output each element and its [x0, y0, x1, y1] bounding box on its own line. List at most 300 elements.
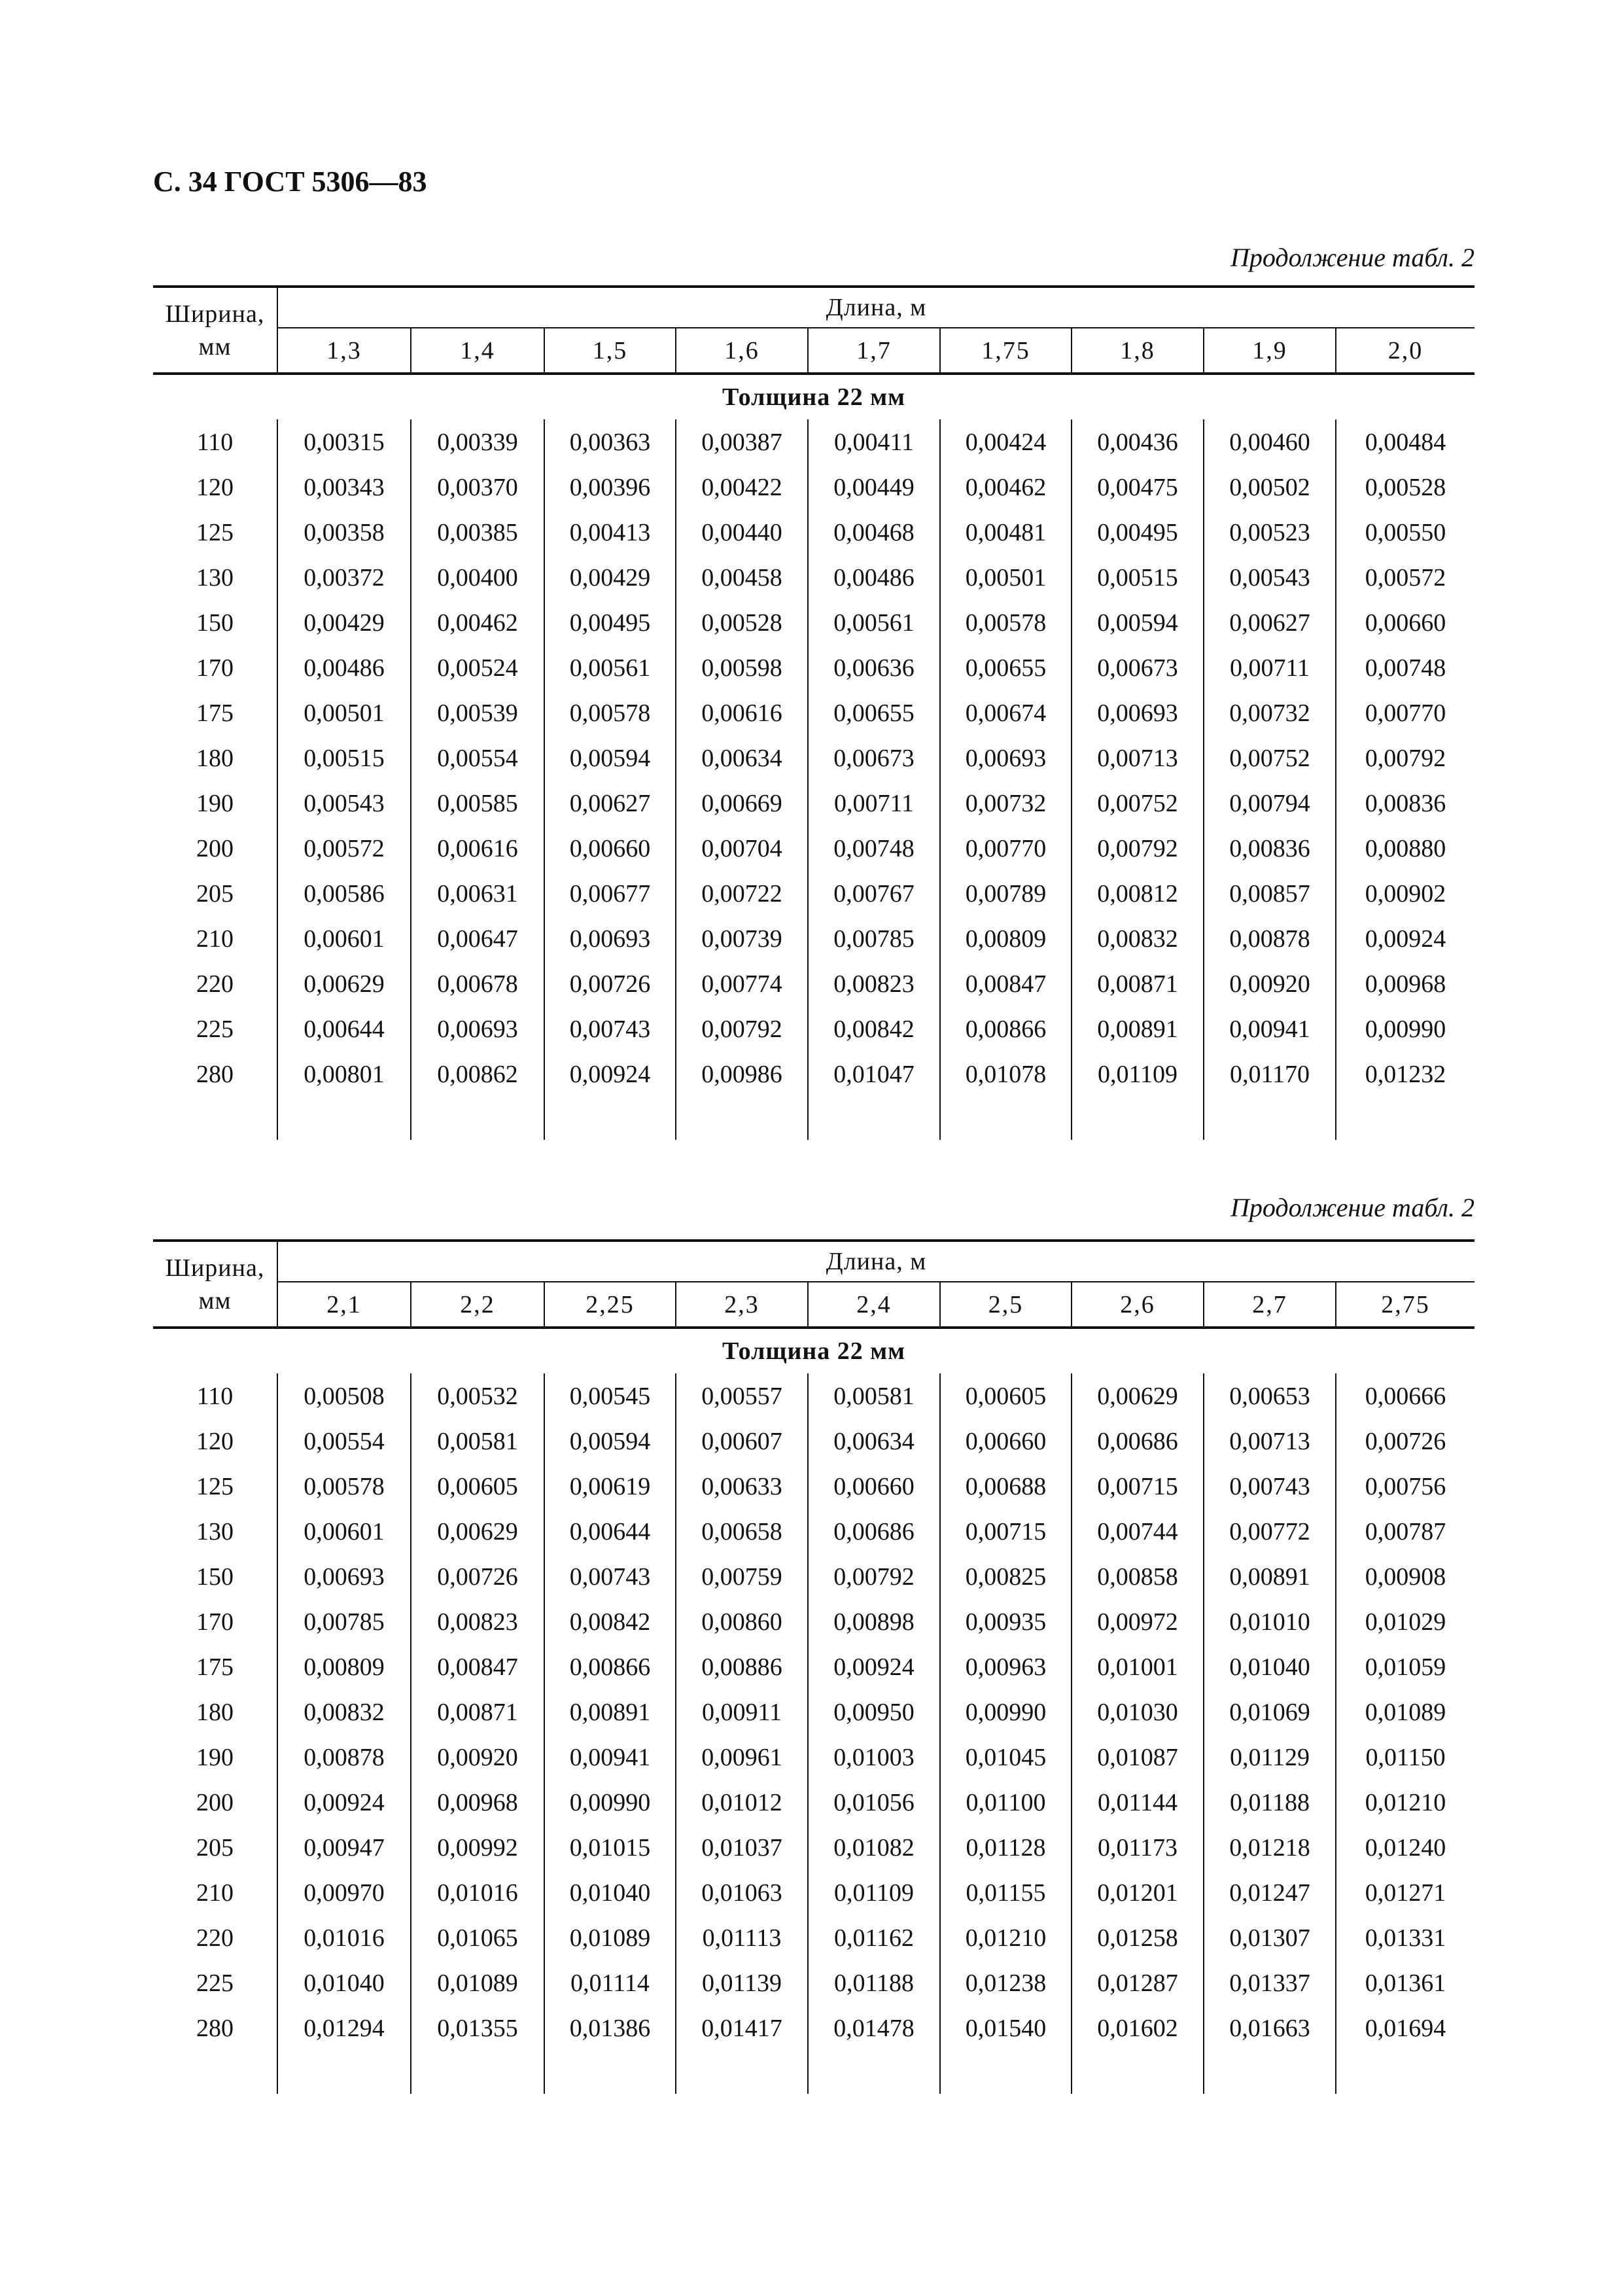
- value-cell: 0,01170: [1204, 1051, 1336, 1097]
- value-cell: 0,01294: [277, 2005, 411, 2051]
- value-cell: 0,00554: [411, 735, 544, 781]
- value-cell: 0,00986: [676, 1051, 808, 1097]
- value-cell: 0,00739: [676, 916, 808, 961]
- width-cell: 210: [196, 925, 234, 953]
- value-cell: 0,00581: [808, 1373, 940, 1419]
- value-cell: 0,01078: [940, 1051, 1072, 1097]
- spacer-cell: [1336, 2051, 1475, 2094]
- value-cell: 0,01258: [1072, 1915, 1204, 1960]
- value-cell: 0,00832: [1072, 916, 1204, 961]
- value-cell: 0,00713: [1072, 735, 1204, 781]
- value-cell: 0,00920: [411, 1735, 544, 1780]
- table-row: [153, 1006, 1475, 1051]
- value-cell: 0,00693: [940, 735, 1072, 781]
- value-cell: 0,00902: [1336, 871, 1475, 916]
- value-cell: 0,00744: [1072, 1509, 1204, 1554]
- value-cell: 0,00866: [544, 1644, 676, 1689]
- width-cell: 175: [196, 699, 234, 727]
- value-cell: 0,00358: [277, 510, 411, 555]
- value-cell: 0,00704: [676, 826, 808, 871]
- value-cell: 0,01240: [1336, 1825, 1475, 1870]
- value-cell: 0,00629: [277, 961, 411, 1006]
- value-cell: 0,00594: [544, 1419, 676, 1464]
- value-cell: 0,01331: [1336, 1915, 1475, 1960]
- table-row: [153, 465, 1475, 510]
- value-cell: 0,00501: [940, 555, 1072, 600]
- width-cell: 225: [196, 1015, 234, 1043]
- table-row: [153, 1825, 1475, 1870]
- value-cell: 0,01065: [411, 1915, 544, 1960]
- value-cell: 0,01694: [1336, 2005, 1475, 2051]
- width-cell: 150: [196, 1563, 234, 1591]
- value-cell: 0,00891: [1072, 1006, 1204, 1051]
- value-cell: 0,00792: [1072, 826, 1204, 871]
- length-column-header: 2,3: [676, 1282, 808, 1328]
- value-cell: 0,00891: [544, 1689, 676, 1735]
- value-cell: 0,01015: [544, 1825, 676, 1870]
- width-column-header: [153, 287, 277, 374]
- value-cell: 0,00585: [411, 781, 544, 826]
- width-cell: 205: [196, 1833, 234, 1862]
- value-cell: 0,00801: [277, 1051, 411, 1097]
- value-cell: 0,00792: [1336, 735, 1475, 781]
- table-row: [153, 1689, 1475, 1735]
- value-cell: 0,00629: [411, 1509, 544, 1554]
- value-cell: 0,00770: [1336, 690, 1475, 735]
- value-cell: 0,00871: [411, 1689, 544, 1735]
- value-cell: 0,00631: [411, 871, 544, 916]
- spacer-cell: [544, 1097, 676, 1140]
- value-cell: 0,00440: [676, 510, 808, 555]
- value-cell: 0,00616: [676, 690, 808, 735]
- value-cell: 0,01113: [676, 1915, 808, 1960]
- value-cell: 0,00647: [411, 916, 544, 961]
- value-cell: 0,01287: [1072, 1960, 1204, 2005]
- value-cell: 0,00972: [1072, 1599, 1204, 1644]
- width-cell: 150: [196, 609, 234, 637]
- value-cell: 0,00636: [808, 645, 940, 690]
- width-cell: 175: [196, 1653, 234, 1681]
- value-cell: 0,00743: [1204, 1464, 1336, 1509]
- length-column-header: 2,75: [1336, 1282, 1475, 1328]
- value-cell: 0,00634: [676, 735, 808, 781]
- value-cell: 0,00832: [277, 1689, 411, 1735]
- value-cell: 0,01001: [1072, 1644, 1204, 1689]
- value-cell: 0,00726: [1336, 1419, 1475, 1464]
- value-cell: 0,00823: [808, 961, 940, 1006]
- spacer-cell: [940, 1097, 1072, 1140]
- length-column-header: 1,75: [940, 328, 1072, 374]
- value-cell: 0,01337: [1204, 1960, 1336, 2005]
- value-cell: 0,00616: [411, 826, 544, 871]
- value-cell: 0,00486: [277, 645, 411, 690]
- value-cell: 0,01012: [676, 1780, 808, 1825]
- spacer-cell: [411, 2051, 544, 2094]
- value-cell: 0,00508: [277, 1373, 411, 1419]
- width-cell: 220: [196, 970, 234, 998]
- value-cell: 0,01155: [940, 1870, 1072, 1915]
- width-cell: 180: [196, 744, 234, 772]
- value-cell: 0,00543: [277, 781, 411, 826]
- width-cell: 225: [196, 1969, 234, 1997]
- value-cell: 0,00809: [940, 916, 1072, 961]
- value-cell: 0,00484: [1336, 419, 1475, 465]
- value-cell: 0,00413: [544, 510, 676, 555]
- value-cell: 0,00572: [277, 826, 411, 871]
- value-cell: 0,01045: [940, 1735, 1072, 1780]
- value-cell: 0,00866: [940, 1006, 1072, 1051]
- value-cell: 0,00653: [1204, 1373, 1336, 1419]
- value-cell: 0,00607: [676, 1419, 808, 1464]
- length-column-header: 1,9: [1204, 328, 1336, 374]
- value-cell: 0,00688: [940, 1464, 1072, 1509]
- value-cell: 0,00396: [544, 465, 676, 510]
- value-cell: 0,00767: [808, 871, 940, 916]
- value-cell: 0,00941: [1204, 1006, 1336, 1051]
- value-cell: 0,00968: [1336, 961, 1475, 1006]
- value-cell: 0,00713: [1204, 1419, 1336, 1464]
- value-cell: 0,00343: [277, 465, 411, 510]
- value-cell: 0,01188: [808, 1960, 940, 2005]
- value-cell: 0,00752: [1072, 781, 1204, 826]
- value-cell: 0,00678: [411, 961, 544, 1006]
- value-cell: 0,01109: [808, 1870, 940, 1915]
- spacer-cell: [1204, 2051, 1336, 2094]
- value-cell: 0,00898: [808, 1599, 940, 1644]
- table-end-spacer: [153, 2051, 1475, 2094]
- value-cell: 0,00528: [676, 600, 808, 645]
- value-cell: 0,00486: [808, 555, 940, 600]
- value-cell: 0,00794: [1204, 781, 1336, 826]
- value-cell: 0,00523: [1204, 510, 1336, 555]
- table-row: [153, 690, 1475, 735]
- value-cell: 0,00677: [544, 871, 676, 916]
- width-cell: 280: [196, 2014, 234, 2042]
- header-row: [153, 1241, 1475, 1282]
- value-cell: 0,00545: [544, 1373, 676, 1419]
- width-cell: 110: [196, 1382, 234, 1410]
- value-cell: 0,01602: [1072, 2005, 1204, 2051]
- value-cell: 0,01162: [808, 1915, 940, 1960]
- value-cell: 0,00424: [940, 419, 1072, 465]
- value-cell: 0,00422: [676, 465, 808, 510]
- value-cell: 0,00460: [1204, 419, 1336, 465]
- spacer-cell: [1204, 1097, 1336, 1140]
- spacer-cell: [808, 1097, 940, 1140]
- value-cell: 0,00515: [277, 735, 411, 781]
- value-cell: 0,01247: [1204, 1870, 1336, 1915]
- value-cell: 0,01128: [940, 1825, 1072, 1870]
- value-cell: 0,00722: [676, 871, 808, 916]
- value-cell: 0,01218: [1204, 1825, 1336, 1870]
- value-cell: 0,01003: [808, 1735, 940, 1780]
- spacer-cell: [153, 2051, 277, 2094]
- value-cell: 0,00693: [544, 916, 676, 961]
- table-row: [153, 645, 1475, 690]
- width-cell: 110: [196, 428, 234, 456]
- value-cell: 0,00792: [676, 1006, 808, 1051]
- value-cell: 0,01063: [676, 1870, 808, 1915]
- value-cell: 0,00658: [676, 1509, 808, 1554]
- value-cell: 0,00462: [411, 600, 544, 645]
- value-cell: 0,00539: [411, 690, 544, 735]
- value-cell: 0,01271: [1336, 1870, 1475, 1915]
- length-column-header: 2,7: [1204, 1282, 1336, 1328]
- value-cell: 0,00554: [277, 1419, 411, 1464]
- value-cell: 0,01129: [1204, 1735, 1336, 1780]
- value-cell: 0,01100: [940, 1780, 1072, 1825]
- length-column-header: 2,4: [808, 1282, 940, 1328]
- value-cell: 0,00601: [277, 1509, 411, 1554]
- width-cell: 125: [196, 518, 234, 546]
- value-cell: 0,01087: [1072, 1735, 1204, 1780]
- value-cell: 0,00660: [544, 826, 676, 871]
- value-cell: 0,01188: [1204, 1780, 1336, 1825]
- spacer-cell: [277, 1097, 411, 1140]
- value-cell: 0,00693: [1072, 690, 1204, 735]
- value-cell: 0,00524: [411, 645, 544, 690]
- value-cell: 0,00947: [277, 1825, 411, 1870]
- value-cell: 0,00686: [808, 1509, 940, 1554]
- value-cell: 0,00715: [1072, 1464, 1204, 1509]
- value-cell: 0,00578: [544, 690, 676, 735]
- width-cell: 120: [196, 1427, 234, 1455]
- value-cell: 0,00515: [1072, 555, 1204, 600]
- value-cell: 0,01089: [544, 1915, 676, 1960]
- width-cell: 220: [196, 1924, 234, 1952]
- value-cell: 0,00673: [1072, 645, 1204, 690]
- table-row: [153, 2005, 1475, 2051]
- value-cell: 0,00468: [808, 510, 940, 555]
- length-column-header: 2,2: [411, 1282, 544, 1328]
- length-column-header: 1,5: [544, 328, 676, 374]
- table-row: [153, 600, 1475, 645]
- value-cell: 0,01089: [411, 1960, 544, 2005]
- value-cell: 0,00878: [277, 1735, 411, 1780]
- value-cell: 0,00429: [277, 600, 411, 645]
- thickness-row: [153, 374, 1475, 419]
- value-cell: 0,00785: [808, 916, 940, 961]
- value-cell: 0,00878: [1204, 916, 1336, 961]
- value-cell: 0,00572: [1336, 555, 1475, 600]
- width-header-unit: мм: [198, 332, 232, 361]
- table-row: [153, 1644, 1475, 1689]
- value-cell: 0,00605: [411, 1464, 544, 1509]
- value-cell: 0,01139: [676, 1960, 808, 2005]
- value-cell: 0,01040: [544, 1870, 676, 1915]
- value-cell: 0,00634: [808, 1419, 940, 1464]
- value-cell: 0,00935: [940, 1599, 1072, 1644]
- value-cell: 0,00550: [1336, 510, 1475, 555]
- value-cell: 0,00862: [411, 1051, 544, 1097]
- value-cell: 0,00629: [1072, 1373, 1204, 1419]
- value-cell: 0,00633: [676, 1464, 808, 1509]
- spacer-cell: [1072, 2051, 1204, 2094]
- value-cell: 0,00809: [277, 1644, 411, 1689]
- value-cell: 0,00693: [411, 1006, 544, 1051]
- thickness-row: [153, 1328, 1475, 1373]
- value-cell: 0,00370: [411, 465, 544, 510]
- value-cell: 0,00315: [277, 419, 411, 465]
- length-column-header: 1,8: [1072, 328, 1204, 374]
- table-row: [153, 781, 1475, 826]
- value-cell: 0,01386: [544, 2005, 676, 2051]
- table-row: [153, 961, 1475, 1006]
- value-cell: 0,00743: [544, 1554, 676, 1599]
- value-cell: 0,00823: [411, 1599, 544, 1644]
- value-cell: 0,00924: [544, 1051, 676, 1097]
- weight-table: [153, 1239, 1475, 2094]
- value-cell: 0,00990: [940, 1689, 1072, 1735]
- value-cell: 0,00532: [411, 1373, 544, 1419]
- value-cell: 0,00543: [1204, 555, 1336, 600]
- value-cell: 0,00911: [676, 1689, 808, 1735]
- width-header-label: Ширина,: [165, 1254, 265, 1282]
- value-cell: 0,00601: [277, 916, 411, 961]
- value-cell: 0,00669: [676, 781, 808, 826]
- value-cell: 0,01540: [940, 2005, 1072, 2051]
- value-cell: 0,00924: [277, 1780, 411, 1825]
- value-cell: 0,00847: [940, 961, 1072, 1006]
- table-row: [153, 419, 1475, 465]
- value-cell: 0,00726: [411, 1554, 544, 1599]
- spacer-cell: [676, 1097, 808, 1140]
- value-cell: 0,00891: [1204, 1554, 1336, 1599]
- value-cell: 0,00759: [676, 1554, 808, 1599]
- value-cell: 0,00594: [544, 735, 676, 781]
- continuation-note: Продолжение табл. 2: [1230, 243, 1475, 272]
- value-cell: 0,00812: [1072, 871, 1204, 916]
- width-cell: 200: [196, 834, 234, 862]
- value-cell: 0,01417: [676, 2005, 808, 2051]
- value-cell: 0,00660: [808, 1464, 940, 1509]
- value-cell: 0,00886: [676, 1644, 808, 1689]
- value-cell: 0,01201: [1072, 1870, 1204, 1915]
- spacer-cell: [940, 2051, 1072, 2094]
- value-cell: 0,01010: [1204, 1599, 1336, 1644]
- value-cell: 0,00578: [277, 1464, 411, 1509]
- value-cell: 0,01047: [808, 1051, 940, 1097]
- value-cell: 0,01361: [1336, 1960, 1475, 2005]
- value-cell: 0,00429: [544, 555, 676, 600]
- value-cell: 0,00968: [411, 1780, 544, 1825]
- value-cell: 0,01016: [277, 1915, 411, 1960]
- table-row: [153, 1464, 1475, 1509]
- value-cell: 0,00557: [676, 1373, 808, 1419]
- value-cell: 0,00372: [277, 555, 411, 600]
- spacer-cell: [1336, 1097, 1475, 1140]
- value-cell: 0,00502: [1204, 465, 1336, 510]
- value-cell: 0,00789: [940, 871, 1072, 916]
- value-cell: 0,00772: [1204, 1509, 1336, 1554]
- value-cell: 0,00715: [940, 1509, 1072, 1554]
- value-cell: 0,00970: [277, 1870, 411, 1915]
- spacer-cell: [544, 2051, 676, 2094]
- value-cell: 0,00458: [676, 555, 808, 600]
- width-header-label: Ширина,: [165, 300, 265, 328]
- table-row: [153, 555, 1475, 600]
- value-cell: 0,01663: [1204, 2005, 1336, 2051]
- value-cell: 0,01030: [1072, 1689, 1204, 1735]
- value-cell: 0,00785: [277, 1599, 411, 1644]
- value-cell: 0,01056: [808, 1780, 940, 1825]
- length-column-header: 2,5: [940, 1282, 1072, 1328]
- spacer-cell: [411, 1097, 544, 1140]
- value-cell: 0,00581: [411, 1419, 544, 1464]
- value-cell: 0,01037: [676, 1825, 808, 1870]
- table-row: [153, 916, 1475, 961]
- value-cell: 0,00475: [1072, 465, 1204, 510]
- value-cell: 0,00387: [676, 419, 808, 465]
- value-cell: 0,00743: [544, 1006, 676, 1051]
- spacer-cell: [1072, 1097, 1204, 1140]
- value-cell: 0,01355: [411, 2005, 544, 2051]
- table-row: [153, 1870, 1475, 1915]
- value-cell: 0,00449: [808, 465, 940, 510]
- value-cell: 0,00363: [544, 419, 676, 465]
- weight-table: [153, 285, 1475, 1140]
- value-cell: 0,00674: [940, 690, 1072, 735]
- value-cell: 0,01059: [1336, 1644, 1475, 1689]
- spacer-cell: [808, 2051, 940, 2094]
- value-cell: 0,00495: [1072, 510, 1204, 555]
- value-cell: 0,00462: [940, 465, 1072, 510]
- value-cell: 0,00756: [1336, 1464, 1475, 1509]
- width-cell: 190: [196, 789, 234, 817]
- width-cell: 210: [196, 1879, 234, 1907]
- value-cell: 0,01144: [1072, 1780, 1204, 1825]
- value-cell: 0,00693: [277, 1554, 411, 1599]
- table-row: [153, 1915, 1475, 1960]
- value-cell: 0,00770: [940, 826, 1072, 871]
- width-cell: 200: [196, 1788, 234, 1816]
- length-column-header: 1,6: [676, 328, 808, 374]
- value-cell: 0,00528: [1336, 465, 1475, 510]
- value-cell: 0,00561: [808, 600, 940, 645]
- value-cell: 0,00411: [808, 419, 940, 465]
- table-row: [153, 1509, 1475, 1554]
- width-cell: 190: [196, 1743, 234, 1771]
- value-cell: 0,00481: [940, 510, 1072, 555]
- value-cell: 0,00752: [1204, 735, 1336, 781]
- value-cell: 0,00578: [940, 600, 1072, 645]
- thickness-label: Толщина 22 мм: [722, 1337, 906, 1365]
- value-cell: 0,00605: [940, 1373, 1072, 1419]
- length-values-row: [153, 328, 1475, 374]
- value-cell: 0,01040: [277, 1960, 411, 2005]
- length-column-header: 2,25: [544, 1282, 676, 1328]
- value-cell: 0,01109: [1072, 1051, 1204, 1097]
- width-cell: 170: [196, 1608, 234, 1636]
- value-cell: 0,01232: [1336, 1051, 1475, 1097]
- value-cell: 0,00619: [544, 1464, 676, 1509]
- value-cell: 0,01082: [808, 1825, 940, 1870]
- value-cell: 0,00825: [940, 1554, 1072, 1599]
- header-row: [153, 287, 1475, 328]
- length-column-header: 2,1: [277, 1282, 411, 1328]
- value-cell: 0,00908: [1336, 1554, 1475, 1599]
- length-column-header: 2,6: [1072, 1282, 1204, 1328]
- spacer-cell: [676, 2051, 808, 2094]
- value-cell: 0,01238: [940, 1960, 1072, 2005]
- width-column-header: [153, 1241, 277, 1328]
- value-cell: 0,00495: [544, 600, 676, 645]
- value-cell: 0,00842: [544, 1599, 676, 1644]
- value-cell: 0,00860: [676, 1599, 808, 1644]
- value-cell: 0,00673: [808, 735, 940, 781]
- value-cell: 0,00871: [1072, 961, 1204, 1006]
- width-cell: 130: [196, 563, 234, 592]
